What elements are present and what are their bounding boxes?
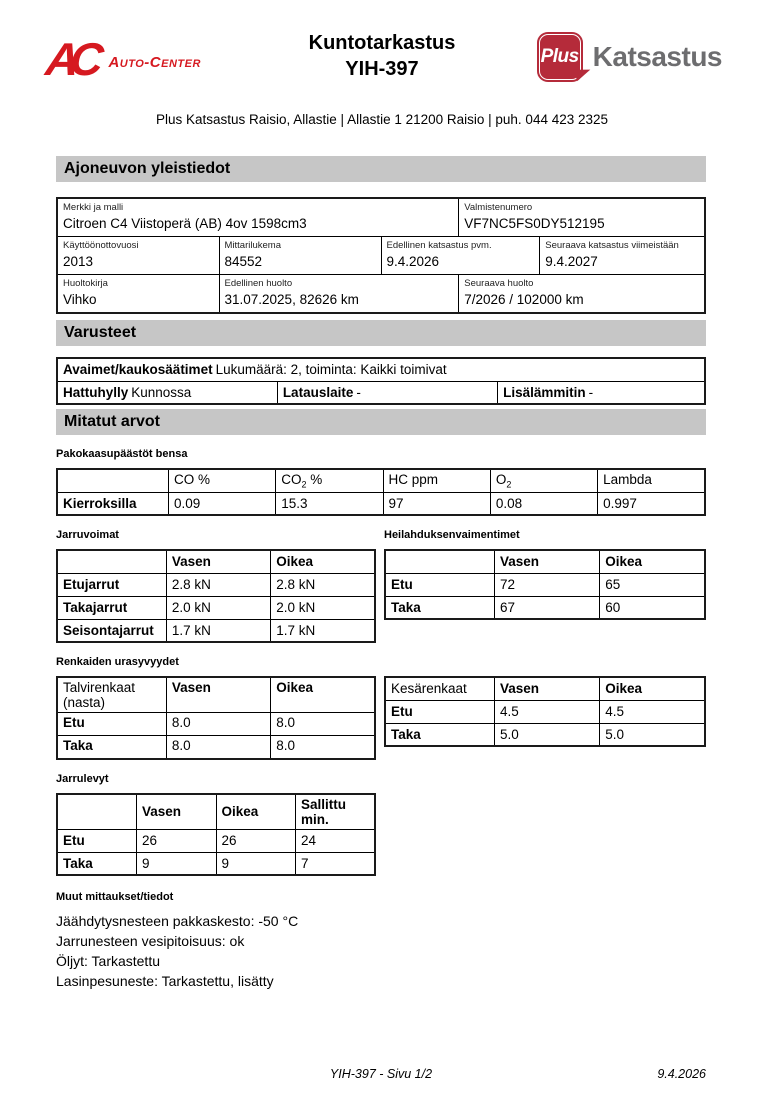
field-label: Latauslaite bbox=[282, 384, 354, 400]
other-measurement-line: Öljyt: Tarkastettu bbox=[56, 953, 161, 970]
report-title bbox=[309, 30, 456, 82]
winter-tyre-table bbox=[56, 676, 376, 760]
field-mittarilukema bbox=[219, 237, 381, 275]
header-text: CO bbox=[281, 472, 302, 487]
cell-value: 67 bbox=[494, 596, 599, 619]
emissions-col-header-hc bbox=[383, 469, 490, 492]
row-label: Etu bbox=[385, 700, 494, 723]
cell-value: 8.0 bbox=[166, 736, 270, 759]
table-row bbox=[57, 619, 375, 642]
field-label: Huoltokirja bbox=[63, 278, 108, 289]
field-label: Seuraava huolto bbox=[464, 278, 534, 289]
cell-value: 60 bbox=[600, 596, 705, 619]
table-row bbox=[57, 736, 375, 759]
shock-absorbers-table bbox=[384, 549, 706, 620]
corner-cell bbox=[57, 550, 166, 573]
field-label: Edellinen huolto bbox=[224, 278, 293, 289]
field-label: Merkki ja malli bbox=[63, 202, 124, 213]
table-row bbox=[57, 596, 375, 619]
corner-cell bbox=[385, 550, 494, 573]
winter-tyre-header-label: Talvirenkaat (nasta) bbox=[57, 677, 166, 713]
field-label: Lisälämmitin bbox=[503, 384, 586, 400]
table-row bbox=[385, 700, 705, 723]
field-label: Valmistenumero bbox=[464, 202, 533, 213]
emissions-table bbox=[56, 468, 706, 516]
field-label: Käyttöönottovuosi bbox=[63, 240, 139, 251]
cell-value: 5.0 bbox=[494, 723, 599, 746]
field-value: VF7NC5FS0DY512195 bbox=[464, 216, 605, 231]
station-address-line: Plus Katsastus Raisio, Allastie | Allastie 1 21200 Raisio | puh. 044 423 2325 bbox=[155, 112, 609, 127]
row-label: Etujarrut bbox=[57, 573, 166, 596]
cell-value: 9 bbox=[137, 852, 217, 875]
field-hattuhylly bbox=[57, 381, 277, 404]
table-row bbox=[385, 723, 705, 746]
footer-page-info: YIH-397 - Sivu 1/2 bbox=[329, 1067, 433, 1081]
row-label: Taka bbox=[57, 852, 137, 875]
col-header-vasen: Vasen bbox=[494, 677, 599, 700]
field-label: Edellinen katsastus pvm. bbox=[386, 240, 492, 251]
cell-value: 26 bbox=[216, 829, 296, 852]
row-label: Taka bbox=[57, 736, 166, 759]
field-value: 31.07.2025, 82626 km bbox=[224, 292, 359, 307]
other-measurements-caption: Muut mittaukset/tiedot bbox=[56, 891, 174, 904]
report-page bbox=[0, 30, 764, 1110]
tyre-caption: Renkaiden urasyvyydet bbox=[56, 656, 179, 669]
cell-value: 8.0 bbox=[271, 713, 375, 736]
table-row bbox=[385, 573, 705, 596]
section-header-equipment: Varusteet bbox=[56, 320, 706, 346]
cell-value: 4.5 bbox=[600, 700, 705, 723]
footer-date: 9.4.2026 bbox=[657, 1067, 706, 1081]
brake-forces-table bbox=[56, 549, 376, 643]
cell-value: 72 bbox=[494, 573, 599, 596]
emissions-col-header-lambda bbox=[598, 469, 705, 492]
corner-cell bbox=[57, 794, 137, 830]
field-avaimet bbox=[57, 358, 705, 381]
row-label: Taka bbox=[385, 596, 494, 619]
field-label: Seuraava katsastus viimeistään bbox=[545, 240, 679, 251]
col-header-sallittu-min: Sallittu min. bbox=[296, 794, 376, 830]
field-value: Lukumäärä: 2, toiminta: Kaikki toimivat bbox=[215, 362, 447, 378]
field-value: Vihko bbox=[63, 292, 97, 307]
col-header-oikea: Oikea bbox=[600, 677, 705, 700]
report-content bbox=[56, 156, 706, 991]
table-row bbox=[57, 573, 375, 596]
cell-value: 8.0 bbox=[271, 736, 375, 759]
brake-discs-table bbox=[56, 793, 376, 877]
field-merkki-ja-malli bbox=[57, 198, 459, 237]
cell-value: 5.0 bbox=[600, 723, 705, 746]
field-label: Avaimet/kaukosäätimet bbox=[63, 362, 213, 378]
row-label: Etu bbox=[385, 573, 494, 596]
summer-tyre-header-label: Kesärenkaat bbox=[385, 677, 494, 700]
row-label: Seisontajarrut bbox=[57, 619, 166, 642]
row-label: Etu bbox=[57, 713, 166, 736]
col-header-oikea: Oikea bbox=[600, 550, 705, 573]
emissions-col-header-co bbox=[168, 469, 275, 492]
field-value: Citroen C4 Viistoperä (AB) 4ov 1598cm3 bbox=[63, 216, 307, 231]
cell-value: 24 bbox=[296, 829, 376, 852]
cell-value: 2.0 kN bbox=[271, 596, 375, 619]
header-subscript: 2 bbox=[506, 479, 512, 490]
header bbox=[0, 30, 764, 102]
field-valmistenumero bbox=[459, 198, 705, 237]
header-text: HC ppm bbox=[388, 472, 439, 487]
shock-absorbers-caption: Heilahduksenvaimentimet bbox=[384, 529, 520, 542]
field-label: Mittarilukema bbox=[224, 240, 281, 251]
cell-value: 1.7 kN bbox=[271, 619, 375, 642]
header-text: Lambda bbox=[603, 472, 652, 487]
report-title-text: Kuntotarkastus bbox=[308, 32, 456, 54]
auto-center-logo bbox=[43, 33, 201, 85]
footer bbox=[56, 1067, 706, 1081]
row-label: Takajarrut bbox=[57, 596, 166, 619]
field-value: 9.4.2027 bbox=[545, 254, 598, 269]
equipment-table bbox=[56, 357, 706, 405]
field-value: - bbox=[356, 384, 361, 400]
cell-value: 65 bbox=[600, 573, 705, 596]
emissions-value-lambda: 0.997 bbox=[598, 492, 705, 515]
other-measurement-line: Jarrunesteen vesipitoisuus: ok bbox=[56, 933, 245, 950]
summer-tyre-table bbox=[384, 676, 706, 747]
field-seuraava-huolto bbox=[459, 275, 705, 314]
section-header-general: Ajoneuvon yleistiedot bbox=[56, 156, 706, 182]
row-label: Taka bbox=[385, 723, 494, 746]
field-value: Kunnossa bbox=[131, 384, 192, 400]
general-info-table bbox=[56, 197, 706, 314]
emissions-caption: Pakokaasupäästöt bensa bbox=[56, 448, 188, 460]
field-seuraava-katsastus bbox=[540, 237, 705, 275]
cell-value: 8.0 bbox=[166, 713, 270, 736]
cell-value: 7 bbox=[296, 852, 376, 875]
field-latauslaite bbox=[277, 381, 497, 404]
col-header-oikea: Oikea bbox=[271, 550, 375, 573]
field-value: 7/2026 / 102000 km bbox=[464, 292, 584, 307]
cell-value: 26 bbox=[137, 829, 217, 852]
plate-number: YIH-397 bbox=[345, 58, 419, 80]
emissions-corner-cell bbox=[57, 469, 168, 492]
plus-badge-label: Plus bbox=[540, 46, 579, 67]
field-edellinen-huolto bbox=[219, 275, 459, 314]
col-header-oikea: Oikea bbox=[216, 794, 296, 830]
col-header-vasen: Vasen bbox=[494, 550, 599, 573]
col-header-vasen: Vasen bbox=[166, 677, 270, 713]
cell-value: 2.8 kN bbox=[166, 573, 270, 596]
table-row bbox=[57, 713, 375, 736]
section-header-measured: Mitatut arvot bbox=[56, 409, 706, 435]
col-header-vasen: Vasen bbox=[166, 550, 270, 573]
header-text: CO bbox=[173, 472, 195, 487]
field-value: 84552 bbox=[224, 254, 263, 269]
plus-katsastus-logo bbox=[537, 32, 722, 82]
emissions-row-label: Kierroksilla bbox=[57, 492, 168, 515]
table-row bbox=[57, 852, 375, 875]
header-text: O bbox=[495, 472, 507, 487]
emissions-col-header-co2 bbox=[276, 469, 383, 492]
emissions-col-header-o2 bbox=[490, 469, 597, 492]
auto-center-monogram-icon: AC bbox=[43, 33, 98, 85]
table-row bbox=[57, 829, 375, 852]
field-value: 9.4.2026 bbox=[386, 254, 440, 269]
emissions-value-co2: 15.3 bbox=[276, 492, 383, 515]
cell-value: 4.5 bbox=[494, 700, 599, 723]
field-kayttoonottovuosi bbox=[57, 237, 219, 275]
other-measurement-line: Jäähdytysnesteen pakkaskesto: -50 °C bbox=[56, 913, 299, 930]
cell-value: 1.7 kN bbox=[166, 619, 270, 642]
auto-center-logo-text: Auto-Center bbox=[108, 54, 201, 71]
emissions-value-co: 0.09 bbox=[168, 492, 275, 515]
table-row bbox=[385, 596, 705, 619]
field-value: - bbox=[588, 384, 594, 400]
table-row bbox=[57, 492, 705, 515]
field-value: 2013 bbox=[63, 254, 94, 269]
cell-value: 9 bbox=[216, 852, 296, 875]
field-label: Hattuhylly bbox=[63, 384, 129, 400]
other-measurements-list bbox=[56, 911, 706, 991]
field-lisalammitin bbox=[498, 381, 705, 404]
field-edellinen-katsastus bbox=[381, 237, 540, 275]
emissions-value-hc: 97 bbox=[383, 492, 490, 515]
cell-value: 2.0 kN bbox=[166, 596, 270, 619]
header-subscript: 2 bbox=[301, 479, 307, 490]
col-header-oikea: Oikea bbox=[271, 677, 375, 713]
field-huoltokirja bbox=[57, 275, 219, 314]
brake-forces-caption: Jarruvoimat bbox=[56, 529, 119, 542]
plus-badge-icon bbox=[537, 32, 583, 82]
header-text: % bbox=[194, 472, 210, 487]
other-measurement-line: Lasinpesuneste: Tarkastettu, lisätty bbox=[56, 973, 274, 990]
cell-value: 2.8 kN bbox=[271, 573, 375, 596]
brake-discs-caption: Jarrulevyt bbox=[56, 772, 109, 785]
emissions-value-o2: 0.08 bbox=[490, 492, 597, 515]
row-label: Etu bbox=[57, 829, 137, 852]
col-header-vasen: Vasen bbox=[137, 794, 217, 830]
plus-katsastus-logo-text: Katsastus bbox=[592, 41, 722, 72]
header-text: % bbox=[306, 472, 323, 487]
